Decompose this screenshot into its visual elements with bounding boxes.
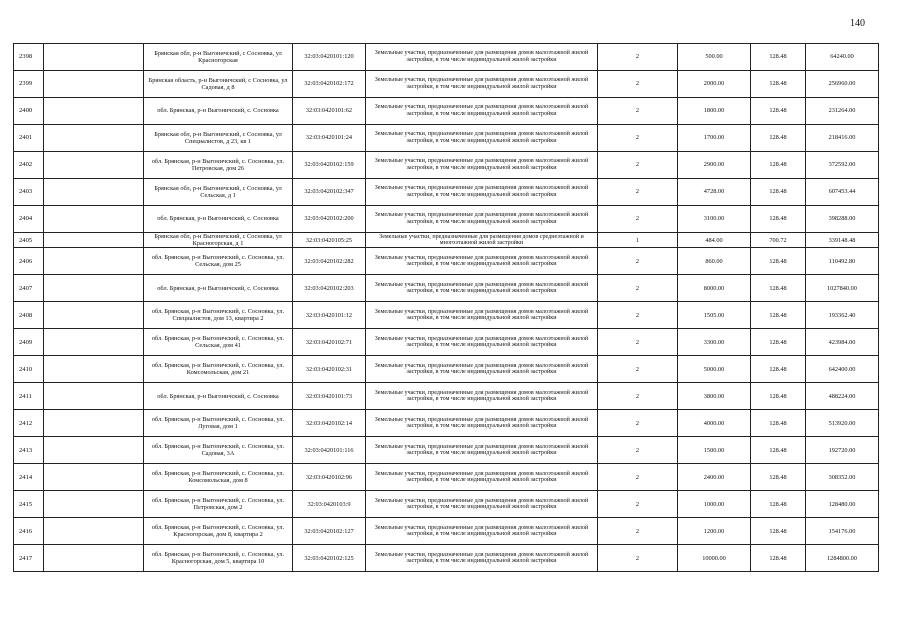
land-use-purpose-cell: Земельные участки, предназначенные для размещения домов малоэтажной жилой застройки, в том числе индивидуальной жилой застройки — [366, 125, 598, 152]
specific-value-cell: 128.48 — [751, 71, 806, 98]
specific-value-cell: 128.48 — [751, 302, 806, 329]
land-use-purpose-cell: Земельные участки, предназначенные для размещения домов малоэтажной жилой застройки, в том числе индивидуальной жилой застройки — [366, 179, 598, 206]
area-cell: 3800.00 — [678, 383, 751, 410]
group-code-cell: 2 — [598, 71, 678, 98]
group-code-cell: 2 — [598, 275, 678, 302]
row-number-cell: 2403 — [14, 179, 44, 206]
cadastral-number-cell: 32:03:0420102:200 — [293, 206, 366, 233]
land-use-purpose-cell: Земельные участки, предназначенные для размещения домов малоэтажной жилой застройки, в том числе индивидуальной жилой застройки — [366, 302, 598, 329]
cadastral-value-cell: 513920.00 — [806, 410, 879, 437]
cadastral-value-cell: 398288.00 — [806, 206, 879, 233]
area-cell: 2400.00 — [678, 464, 751, 491]
blank-cell — [44, 410, 144, 437]
area-cell: 4000.00 — [678, 410, 751, 437]
cadastral-number-cell: 32:03:0420101:62 — [293, 98, 366, 125]
cadastral-number-cell: 32:03:0420102:172 — [293, 71, 366, 98]
address-cell: обл. Брянская, р-н Выгоничский, с. Сосновка, ул. Комсомольская, дом 8 — [144, 464, 293, 491]
group-code-cell: 2 — [598, 302, 678, 329]
cadastral-number-cell: 32:03:0420103:9 — [293, 491, 366, 518]
table-row — [14, 275, 879, 302]
cadastral-number-cell: 32:03:0420102:96 — [293, 464, 366, 491]
table-row — [14, 356, 879, 383]
group-code-cell: 2 — [598, 410, 678, 437]
group-code-cell: 2 — [598, 464, 678, 491]
specific-value-cell: 128.48 — [751, 179, 806, 206]
land-use-purpose-cell: Земельные участки, предназначенные для размещения домов малоэтажной жилой застройки, в том числе индивидуальной жилой застройки — [366, 206, 598, 233]
area-cell: 3300.00 — [678, 329, 751, 356]
specific-value-cell: 128.48 — [751, 437, 806, 464]
group-code-cell: 2 — [598, 98, 678, 125]
area-cell: 484.00 — [678, 233, 751, 248]
row-number-cell: 2413 — [14, 437, 44, 464]
blank-cell — [44, 437, 144, 464]
row-number-cell: 2398 — [14, 44, 44, 71]
table-row — [14, 491, 879, 518]
cadastral-value-cell: 192720.00 — [806, 437, 879, 464]
land-use-purpose-cell: Земельные участки, предназначенные для размещения домов малоэтажной жилой застройки, в том числе индивидуальной жилой застройки — [366, 98, 598, 125]
cadastral-number-cell: 32:03:0420101:24 — [293, 125, 366, 152]
land-use-purpose-cell: Земельные участки, предназначенные для размещения домов малоэтажной жилой застройки, в том числе индивидуальной жилой застройки — [366, 437, 598, 464]
table-row — [14, 98, 879, 125]
row-number-cell: 2407 — [14, 275, 44, 302]
specific-value-cell: 128.48 — [751, 44, 806, 71]
land-use-purpose-cell: Земельные участки, предназначенные для размещения домов малоэтажной жилой застройки, в том числе индивидуальной жилой застройки — [366, 152, 598, 179]
address-cell: Брянская обл, р-н Выгоничский, с Сосновка, ул Сельская, д 1 — [144, 179, 293, 206]
cadastral-value-cell: 64240.00 — [806, 44, 879, 71]
area-cell: 1200.00 — [678, 518, 751, 545]
table-row — [14, 545, 879, 572]
group-code-cell: 1 — [598, 233, 678, 248]
area-cell: 860.00 — [678, 248, 751, 275]
land-use-purpose-cell: Земельные участки, предназначенные для размещения домов малоэтажной жилой застройки, в том числе индивидуальной жилой застройки — [366, 491, 598, 518]
blank-cell — [44, 302, 144, 329]
cadastral-number-cell: 32:03:0420102:125 — [293, 545, 366, 572]
cadastral-number-cell: 32:03:0420102:203 — [293, 275, 366, 302]
blank-cell — [44, 179, 144, 206]
group-code-cell: 2 — [598, 125, 678, 152]
address-cell: обл. Брянская, р-н Выгоничский, с. Сосновка, ул. Сельская, дом 25 — [144, 248, 293, 275]
table-row — [14, 302, 879, 329]
cadastral-value-table — [13, 43, 879, 572]
table-row — [14, 329, 879, 356]
cadastral-value-cell: 193362.40 — [806, 302, 879, 329]
cadastral-number-cell: 32:03:0420102:347 — [293, 179, 366, 206]
cadastral-number-cell: 32:03:0420101:73 — [293, 383, 366, 410]
blank-cell — [44, 125, 144, 152]
blank-cell — [44, 464, 144, 491]
cadastral-value-cell: 1027840.00 — [806, 275, 879, 302]
page-number: 140 — [850, 18, 865, 29]
cadastral-value-cell: 423984.00 — [806, 329, 879, 356]
area-cell: 2900.00 — [678, 152, 751, 179]
table-row — [14, 233, 879, 248]
address-cell: Брянская обл, р-н Выгоничский, с Сосновка, ул Красногорская, д 1 — [144, 233, 293, 248]
specific-value-cell: 128.48 — [751, 206, 806, 233]
table-row — [14, 179, 879, 206]
address-cell: обл. Брянская, р-н Выгоничский, с. Сосновка, ул. Сельская, дом 41 — [144, 329, 293, 356]
group-code-cell: 2 — [598, 383, 678, 410]
row-number-cell: 2417 — [14, 545, 44, 572]
area-cell: 5000.00 — [678, 356, 751, 383]
land-use-purpose-cell: Земельные участки, предназначенные для размещения домов малоэтажной жилой застройки, в том числе индивидуальной жилой застройки — [366, 545, 598, 572]
blank-cell — [44, 356, 144, 383]
cadastral-number-cell: 32:03:0420105:25 — [293, 233, 366, 248]
land-use-purpose-cell: Земельные участки, предназначенные для размещения домов малоэтажной жилой застройки, в том числе индивидуальной жилой застройки — [366, 410, 598, 437]
specific-value-cell: 128.48 — [751, 464, 806, 491]
group-code-cell: 2 — [598, 152, 678, 179]
blank-cell — [44, 383, 144, 410]
cadastral-value-cell: 110492.80 — [806, 248, 879, 275]
cadastral-number-cell: 32:03:0420102:71 — [293, 329, 366, 356]
area-cell: 3100.00 — [678, 206, 751, 233]
cadastral-number-cell: 32:03:0420102:127 — [293, 518, 366, 545]
group-code-cell: 2 — [598, 44, 678, 71]
cadastral-value-cell: 308352.00 — [806, 464, 879, 491]
row-number-cell: 2416 — [14, 518, 44, 545]
area-cell: 10000.00 — [678, 545, 751, 572]
table-row — [14, 206, 879, 233]
blank-cell — [44, 206, 144, 233]
cadastral-number-cell: 32:03:0420102:159 — [293, 152, 366, 179]
specific-value-cell: 700.72 — [751, 233, 806, 248]
blank-cell — [44, 248, 144, 275]
address-cell: обл. Брянская, р-н Выгоничский, с. Сосновка — [144, 98, 293, 125]
address-cell: обл. Брянская, р-н Выгоничский, с. Сосновка, ул. Луговая, дом 1 — [144, 410, 293, 437]
table-row — [14, 437, 879, 464]
address-cell: Брянская обл, р-н Выгоничский, с Сосновка, ул Красногорская — [144, 44, 293, 71]
table-row — [14, 410, 879, 437]
area-cell: 1700.00 — [678, 125, 751, 152]
specific-value-cell: 128.48 — [751, 410, 806, 437]
row-number-cell: 2404 — [14, 206, 44, 233]
table-row — [14, 44, 879, 71]
row-number-cell: 2408 — [14, 302, 44, 329]
area-cell: 1000.00 — [678, 491, 751, 518]
address-cell: обл. Брянская, р-н Выгоничский, с. Сосновка — [144, 275, 293, 302]
land-use-purpose-cell: Земельные участки, предназначенные для размещения домов малоэтажной жилой застройки, в том числе индивидуальной жилой застройки — [366, 44, 598, 71]
land-use-purpose-cell: Земельные участки, предназначенные для размещения домов малоэтажной жилой застройки, в том числе индивидуальной жилой застройки — [366, 275, 598, 302]
group-code-cell: 2 — [598, 545, 678, 572]
row-number-cell: 2400 — [14, 98, 44, 125]
cadastral-number-cell: 32:03:0420101:12 — [293, 302, 366, 329]
address-cell: Брянская обл, р-н Выгоничский, с Сосновка, ул Специалистов, д 23, кв 1 — [144, 125, 293, 152]
specific-value-cell: 128.48 — [751, 383, 806, 410]
land-use-purpose-cell: Земельные участки, предназначенные для размещения домов малоэтажной жилой застройки, в том числе индивидуальной жилой застройки — [366, 464, 598, 491]
specific-value-cell: 128.48 — [751, 125, 806, 152]
blank-cell — [44, 518, 144, 545]
address-cell: Брянская область, р-н Выгоничский, с Сосновка, ул Садовая, д 8 — [144, 71, 293, 98]
cadastral-value-cell: 256960.00 — [806, 71, 879, 98]
area-cell: 1500.00 — [678, 437, 751, 464]
specific-value-cell: 128.48 — [751, 491, 806, 518]
address-cell: обл. Брянская, р-н Выгоничский, с. Сосновка — [144, 383, 293, 410]
table-row — [14, 248, 879, 275]
row-number-cell: 2410 — [14, 356, 44, 383]
land-use-purpose-cell: Земельные участки, предназначенные для размещения домов среднеэтажной и многоэтажной жилой застройки — [366, 233, 598, 248]
blank-cell — [44, 98, 144, 125]
cadastral-value-cell: 218416.00 — [806, 125, 879, 152]
specific-value-cell: 128.48 — [751, 329, 806, 356]
specific-value-cell: 128.48 — [751, 545, 806, 572]
address-cell: обл. Брянская, р-н Выгоничский, с. Сосновка, ул. Петровская, дом 26 — [144, 152, 293, 179]
blank-cell — [44, 44, 144, 71]
land-use-purpose-cell: Земельные участки, предназначенные для размещения домов малоэтажной жилой застройки, в том числе индивидуальной жилой застройки — [366, 356, 598, 383]
specific-value-cell: 128.48 — [751, 275, 806, 302]
specific-value-cell: 128.48 — [751, 356, 806, 383]
cadastral-number-cell: 32:03:0420102:31 — [293, 356, 366, 383]
land-use-purpose-cell: Земельные участки, предназначенные для размещения домов малоэтажной жилой застройки, в том числе индивидуальной жилой застройки — [366, 518, 598, 545]
cadastral-number-cell: 32:03:0420101:116 — [293, 437, 366, 464]
area-cell: 2000.00 — [678, 71, 751, 98]
area-cell: 8000.00 — [678, 275, 751, 302]
cadastral-value-cell: 607453.44 — [806, 179, 879, 206]
blank-cell — [44, 491, 144, 518]
cadastral-value-cell: 339148.48 — [806, 233, 879, 248]
cadastral-number-cell: 32:03:0420102:14 — [293, 410, 366, 437]
blank-cell — [44, 275, 144, 302]
row-number-cell: 2406 — [14, 248, 44, 275]
cadastral-number-cell: 32:03:0420101:120 — [293, 44, 366, 71]
specific-value-cell: 128.48 — [751, 518, 806, 545]
blank-cell — [44, 545, 144, 572]
cadastral-value-cell: 128480.00 — [806, 491, 879, 518]
table-row — [14, 71, 879, 98]
blank-cell — [44, 233, 144, 248]
group-code-cell: 2 — [598, 329, 678, 356]
table-row — [14, 464, 879, 491]
area-cell: 500.00 — [678, 44, 751, 71]
area-cell: 1800.00 — [678, 98, 751, 125]
cadastral-value-cell: 488224.00 — [806, 383, 879, 410]
table-row — [14, 383, 879, 410]
area-cell: 4728.00 — [678, 179, 751, 206]
land-use-purpose-cell: Земельные участки, предназначенные для размещения домов малоэтажной жилой застройки, в том числе индивидуальной жилой застройки — [366, 383, 598, 410]
cadastral-value-cell: 642400.00 — [806, 356, 879, 383]
row-number-cell: 2411 — [14, 383, 44, 410]
address-cell: обл. Брянская, р-н Выгоничский, с. Сосновка, ул. Красногорская, дом 8, квартира 2 — [144, 518, 293, 545]
land-use-purpose-cell: Земельные участки, предназначенные для размещения домов малоэтажной жилой застройки, в том числе индивидуальной жилой застройки — [366, 248, 598, 275]
blank-cell — [44, 152, 144, 179]
row-number-cell: 2415 — [14, 491, 44, 518]
land-use-purpose-cell: Земельные участки, предназначенные для размещения домов малоэтажной жилой застройки, в том числе индивидуальной жилой застройки — [366, 329, 598, 356]
table-body — [14, 44, 879, 572]
row-number-cell: 2402 — [14, 152, 44, 179]
table-row — [14, 125, 879, 152]
address-cell: обл. Брянская, р-н Выгоничский, с. Сосновка, ул. Садовая, 3А — [144, 437, 293, 464]
cadastral-value-cell: 1284800.00 — [806, 545, 879, 572]
row-number-cell: 2401 — [14, 125, 44, 152]
address-cell: обл. Брянская, р-н Выгоничский, с. Сосновка, ул. Специалистов, дом 13, квартира 2 — [144, 302, 293, 329]
row-number-cell: 2414 — [14, 464, 44, 491]
row-number-cell: 2409 — [14, 329, 44, 356]
row-number-cell: 2405 — [14, 233, 44, 248]
row-number-cell: 2399 — [14, 71, 44, 98]
table-row — [14, 152, 879, 179]
address-cell: обл. Брянская, р-н Выгоничский, с. Сосновка, ул. Красногорская, дом 5, квартира 10 — [144, 545, 293, 572]
blank-cell — [44, 329, 144, 356]
table-row — [14, 518, 879, 545]
address-cell: обл. Брянская, р-н Выгоничский, с. Сосновка, ул. Петровская, дом 2 — [144, 491, 293, 518]
group-code-cell: 2 — [598, 248, 678, 275]
specific-value-cell: 128.48 — [751, 152, 806, 179]
address-cell: обл. Брянская, р-н Выгоничский, с. Сосновка, ул. Комсомольская, дом 21 — [144, 356, 293, 383]
group-code-cell: 2 — [598, 518, 678, 545]
specific-value-cell: 128.48 — [751, 98, 806, 125]
cadastral-value-cell: 231264.00 — [806, 98, 879, 125]
group-code-cell: 2 — [598, 179, 678, 206]
group-code-cell: 2 — [598, 437, 678, 464]
address-cell: обл. Брянская, р-н Выгоничский, с. Сосновка — [144, 206, 293, 233]
cadastral-value-cell: 154176.00 — [806, 518, 879, 545]
area-cell: 1505.00 — [678, 302, 751, 329]
cadastral-number-cell: 32:03:0420102:282 — [293, 248, 366, 275]
group-code-cell: 2 — [598, 491, 678, 518]
land-use-purpose-cell: Земельные участки, предназначенные для размещения домов малоэтажной жилой застройки, в том числе индивидуальной жилой застройки — [366, 71, 598, 98]
row-number-cell: 2412 — [14, 410, 44, 437]
group-code-cell: 2 — [598, 356, 678, 383]
specific-value-cell: 128.48 — [751, 248, 806, 275]
group-code-cell: 2 — [598, 206, 678, 233]
cadastral-value-cell: 372592.00 — [806, 152, 879, 179]
blank-cell — [44, 71, 144, 98]
